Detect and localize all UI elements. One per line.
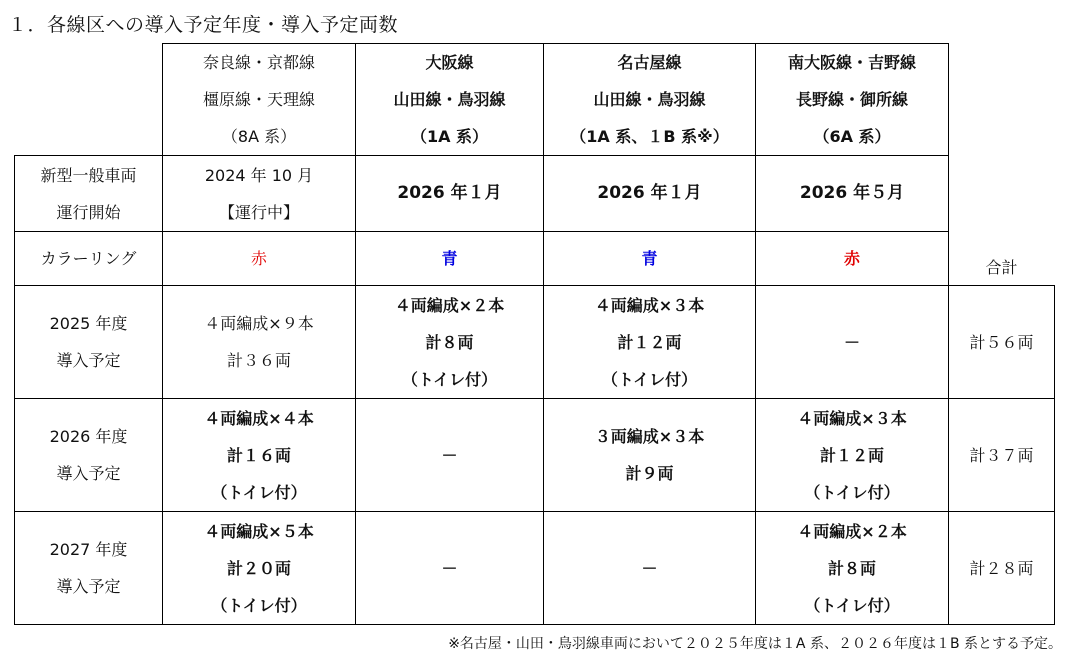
start-cell-nagoya xyxy=(544,156,755,231)
footnote: ※名古屋・山田・鳥羽線車両において２０２５年度は１A 系、２０２６年度は１B 系とする予定。 xyxy=(448,636,1062,652)
col-header-minami-osaka xyxy=(756,44,948,155)
total-value: 計２８両 xyxy=(969,558,1034,578)
color-cell-osaka xyxy=(356,232,543,285)
total-cell-2027 xyxy=(949,512,1054,624)
col-header-line: 名古屋線 xyxy=(617,53,682,72)
car-count: 計１２両 xyxy=(819,445,884,465)
row-label-line: 導入予定 xyxy=(56,351,121,370)
col-header-osaka xyxy=(356,44,543,155)
dash: － xyxy=(843,332,860,352)
start-date: 2024 年 10 月 xyxy=(204,165,314,185)
row-label-line: カラーリング xyxy=(40,249,137,268)
formation: ４両編成×２本 xyxy=(797,521,907,541)
start-date: 2026 年１月 xyxy=(397,183,502,203)
dash: － xyxy=(641,558,658,578)
plan-cell-2026-osaka xyxy=(356,399,543,511)
start-cell-nara xyxy=(163,156,355,231)
formation: ４両編成×２本 xyxy=(394,295,505,315)
plan-cell-2026-nara xyxy=(163,399,355,511)
total-cell-2025 xyxy=(949,286,1054,398)
plan-cell-2026-nagoya xyxy=(544,399,755,511)
col-header-series: （1A 系、１B 系※） xyxy=(570,127,729,146)
row-label-line: 2025 年度 xyxy=(49,314,128,333)
color-value: 青 xyxy=(441,249,458,268)
col-header-nagoya xyxy=(544,44,755,155)
car-count: 計８両 xyxy=(425,332,474,352)
color-cell-nagoya xyxy=(544,232,755,285)
col-header-line: 橿原線・天理線 xyxy=(202,90,315,109)
car-count: 計８両 xyxy=(827,558,876,578)
plan-cell-2027-nagoya xyxy=(544,512,755,624)
row-label-line: 運行開始 xyxy=(56,202,121,222)
formation: ４両編成×４本 xyxy=(204,408,314,428)
row-label-color xyxy=(15,232,162,285)
formation: ４両編成×９本 xyxy=(204,314,314,333)
start-cell-osaka xyxy=(356,156,543,231)
col-header-line: 山田線・鳥羽線 xyxy=(393,90,506,109)
dash: － xyxy=(441,445,458,465)
col-header-series: （1A 系） xyxy=(410,127,489,146)
col-header-line: 山田線・鳥羽線 xyxy=(593,90,706,109)
rule-bottom xyxy=(14,624,1055,625)
col-header-series: （8A 系） xyxy=(221,127,297,146)
start-date: 2026 年５月 xyxy=(799,183,905,203)
row-label-line: 2026 年度 xyxy=(49,427,128,446)
toilet-note: （トイレ付） xyxy=(211,482,307,502)
dash: － xyxy=(441,558,458,578)
plan-cell-2027-osaka xyxy=(356,512,543,624)
toilet-note: （トイレ付） xyxy=(804,482,900,502)
col-header-line: 大阪線 xyxy=(425,53,474,72)
start-date: 2026 年１月 xyxy=(597,183,702,203)
formation: ３両編成×３本 xyxy=(594,427,705,446)
formation: ４両編成×３本 xyxy=(797,408,907,428)
start-status: 【運行中】 xyxy=(218,202,299,222)
col-header-line: 南大阪線・吉野線 xyxy=(787,53,916,72)
row-label-2025 xyxy=(15,286,162,398)
car-count: 計９両 xyxy=(625,464,674,483)
car-count: 計３６両 xyxy=(226,351,291,370)
row-label-line: 2027 年度 xyxy=(49,540,128,559)
color-value: 赤 xyxy=(250,249,267,268)
col-header-nara xyxy=(163,44,355,155)
col-header-series: （6A 系） xyxy=(813,127,891,146)
page-title: １．各線区への導入予定年度・導入予定両数 xyxy=(8,14,399,36)
plan-cell-2026-minami-osaka xyxy=(756,399,948,511)
color-cell-minami-osaka xyxy=(756,232,948,285)
plan-cell-2025-osaka xyxy=(356,286,543,398)
car-count: 計２０両 xyxy=(226,558,291,578)
plan-cell-2027-minami-osaka xyxy=(756,512,948,624)
toilet-note: （トイレ付） xyxy=(401,369,498,389)
row-label-2027 xyxy=(15,512,162,624)
row-label-start xyxy=(15,156,162,231)
total-value: 計３７両 xyxy=(969,445,1034,465)
col-header-line: 奈良線・京都線 xyxy=(202,53,315,72)
total-column-header: 合計 xyxy=(985,257,1018,277)
toilet-note: （トイレ付） xyxy=(601,369,698,389)
rule-right xyxy=(1054,285,1055,625)
car-count: 計１６両 xyxy=(226,445,291,465)
total-cell-2026 xyxy=(949,399,1054,511)
color-value: 赤 xyxy=(843,249,860,268)
plan-cell-2025-minami-osaka xyxy=(756,286,948,398)
toilet-note: （トイレ付） xyxy=(211,595,307,615)
car-count: 計１２両 xyxy=(617,332,682,352)
color-value: 青 xyxy=(641,249,658,268)
plan-cell-2025-nara xyxy=(163,286,355,398)
start-cell-minami-osaka xyxy=(756,156,948,231)
row-label-line: 新型一般車両 xyxy=(40,165,137,185)
col-header-line: 長野線・御所線 xyxy=(795,90,908,109)
plan-cell-2025-nagoya xyxy=(544,286,755,398)
plan-cell-2027-nara xyxy=(163,512,355,624)
formation: ４両編成×５本 xyxy=(204,521,314,541)
toilet-note: （トイレ付） xyxy=(804,595,900,615)
row-label-2026 xyxy=(15,399,162,511)
total-value: 計５６両 xyxy=(969,332,1034,352)
row-label-line: 導入予定 xyxy=(56,577,121,596)
formation: ４両編成×３本 xyxy=(594,295,705,315)
row-label-line: 導入予定 xyxy=(56,464,121,483)
color-cell-nara xyxy=(163,232,355,285)
